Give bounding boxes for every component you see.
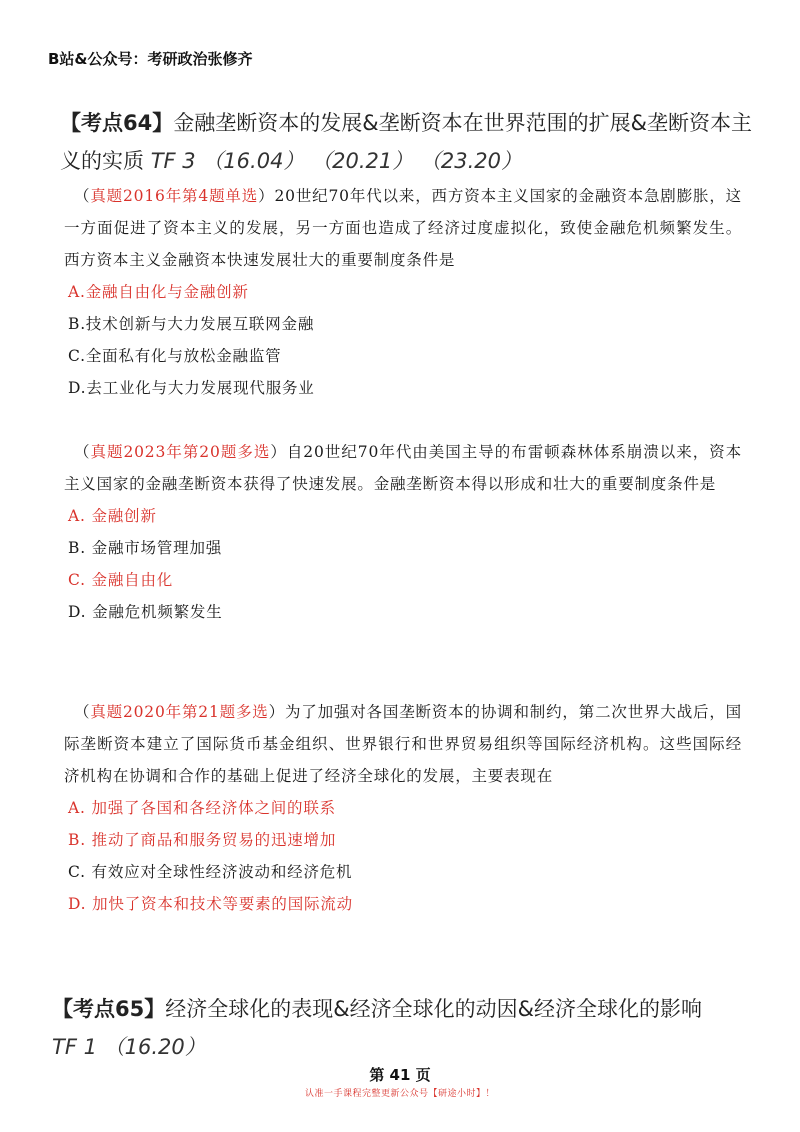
question-2-close: ） [270, 443, 287, 461]
question-2-option-c: C. 金融自由化 [68, 571, 174, 589]
topic-64-label: 【考点64】 [60, 111, 174, 135]
header-channel: B站&公众号：考研政治张修齐 [48, 50, 253, 68]
question-2-option-b: B. 金融市场管理加强 [68, 539, 223, 557]
question-1-option-b: B.技术创新与大力发展互联网金融 [68, 315, 315, 333]
question-3-option-d: D. 加快了资本和技术等要素的国际流动 [68, 895, 353, 913]
question-1-option-c: C.全面私有化与放松金融监管 [68, 347, 282, 365]
question-1-source: 真题2016年第4题单选 [90, 187, 259, 205]
topic-65-heading [52, 990, 752, 1066]
question-2-option-d: D. 金融危机频繁发生 [68, 603, 223, 621]
question-3-close: ） [268, 703, 285, 721]
topic-65-tf: TF 1 （16.20） [52, 1035, 206, 1059]
topic-64-title: 金融垄断资本的发展&垄断资本在世界范围的扩展&垄断资本主义的实质 [60, 111, 752, 173]
question-2-stem: 自20世纪70年代由美国主导的布雷顿森林体系崩溃以来，资本主义国家的金融垄断资本获得了快速发展。金融垄断资本得以形成和壮大的重要制度条件是 [64, 443, 742, 493]
question-1 [64, 180, 742, 404]
question-2-source: 真题2023年第20题多选 [90, 443, 271, 461]
question-3-option-a: A. 加强了各国和各经济体之间的联系 [68, 799, 336, 817]
question-1-option-a: A.金融自由化与金融创新 [68, 283, 249, 301]
question-1-option-d: D.去工业化与大力发展现代服务业 [68, 379, 315, 397]
topic-64-heading [60, 104, 760, 180]
question-3-stem: 为了加强对各国垄断资本的协调和制约，第二次世界大战后，国际垄断资本建立了国际货币基金组织、世界银行和世界贸易组织等国际经济机构。这些国际经济机构在协调和合作的基础上促进了经济全球化的发展，主要表现在 [64, 703, 742, 785]
question-1-stem: 20世纪70年代以来，西方资本主义国家的金融资本急剧膨胀，这一方面促进了资本主义的发展，另一方面也造成了经济过度虚拟化，致使金融危机频繁发生。西方资本主义金融资本快速发展壮大的重要制度条件是 [64, 187, 742, 269]
question-3-option-c: C. 有效应对全球性经济波动和经济危机 [68, 863, 353, 881]
question-3-source: 真题2020年第21题多选 [90, 703, 269, 721]
question-3-open: （ [74, 703, 91, 721]
question-2-open: （ [74, 443, 91, 461]
question-3-stem-block [64, 696, 742, 792]
topic-65-label: 【考点65】 [52, 997, 166, 1021]
question-2-option-a: A. 金融创新 [68, 507, 157, 525]
question-3-option-b: B. 推动了商品和服务贸易的迅速增加 [68, 831, 337, 849]
page-number: 第 41 页 [369, 1066, 431, 1084]
question-1-stem-block [64, 180, 742, 276]
question-1-close: ） [258, 187, 275, 205]
question-2 [64, 436, 742, 628]
topic-64-tf: TF 3 （16.04） （20.21） （23.20） [150, 149, 523, 173]
question-3 [64, 696, 742, 920]
question-1-open: （ [74, 187, 91, 205]
topic-65-title: 经济全球化的表现&经济全球化的动因&经济全球化的影响 [165, 997, 702, 1021]
footer-note: 认准一手课程完整更新公众号【研途小时】！ [304, 1089, 495, 1099]
question-2-stem-block [64, 436, 742, 500]
